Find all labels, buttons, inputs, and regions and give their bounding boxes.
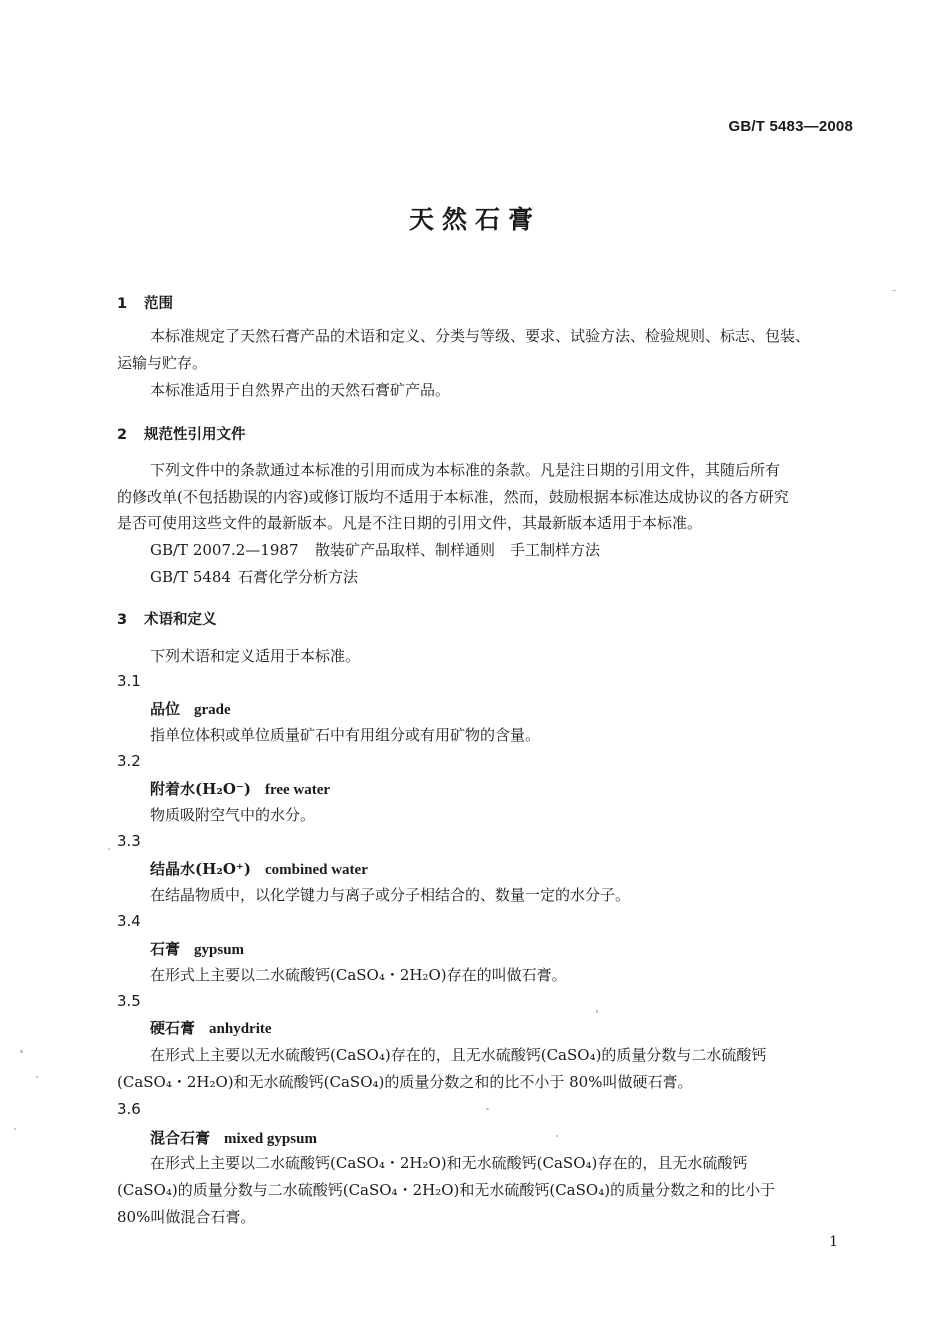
formula: H₂O⁺	[202, 860, 244, 878]
section-number: 1	[117, 296, 128, 312]
term-en: combined water	[264, 862, 368, 878]
section-3-heading	[117, 608, 217, 629]
term-heading: 结晶水(H₂O⁺) combined water	[150, 860, 368, 878]
term-heading	[150, 698, 231, 719]
term-cn: 附着水	[150, 780, 196, 798]
term-definition: 指单位体积或单位质量矿石中有用组分或有用矿物的含量。	[150, 726, 541, 744]
term-heading: 附着水(H₂O⁻) free water	[150, 780, 331, 798]
term-heading	[150, 1017, 272, 1038]
normative-reference	[150, 566, 358, 587]
section-1-heading	[117, 292, 173, 313]
term-cn: 混合石膏	[150, 1129, 211, 1147]
document-title: 天然石膏	[408, 205, 541, 234]
term-definition: (CaSO₄)的质量分数与二水硫酸钙(CaSO₄・2H₂O)和无水硫酸钙(CaSO₄)的质量分数之和的比小于	[117, 1181, 776, 1199]
formula: H₂O⁻	[202, 780, 244, 798]
clause-number: 3.4	[117, 912, 141, 930]
paragraph: 是否可使用这些文件的最新版本。凡是不注日期的引用文件，其最新版本适用于本标准。	[117, 514, 703, 532]
reference-code: GB/T 5484	[150, 568, 232, 586]
term-cn: 石膏	[150, 940, 181, 958]
normative-reference	[150, 539, 600, 560]
paragraph: 下列术语和定义适用于本标准。	[150, 647, 361, 665]
reference-title: 散装矿产品取样、制样通则 手工制样方法	[315, 541, 601, 559]
scan-speck	[20, 1050, 23, 1053]
clause-number: 3.3	[117, 832, 141, 850]
term-definition: 在结晶物质中，以化学键力与离子或分子相结合的、数量一定的水分子。	[150, 886, 631, 904]
scan-speck	[892, 290, 896, 291]
term-en: free water	[264, 782, 331, 798]
section-number: 3	[117, 612, 128, 628]
clause-number: 3.1	[117, 672, 141, 690]
term-cn: 品位	[150, 700, 181, 718]
term-definition: 在形式上主要以无水硫酸钙(CaSO₄)存在的，且无水硫酸钙(CaSO₄)的质量分数与二水硫酸钙	[150, 1046, 767, 1064]
term-definition: (CaSO₄・2H₂O)和无水硫酸钙(CaSO₄)的质量分数之和的比不小于 80%叫做硬石膏。	[117, 1073, 693, 1091]
paragraph: 的修改单(不包括勘误的内容)或修订版均不适用于本标准，然而，鼓励根据本标准达成协议的各方研究	[117, 488, 789, 506]
reference-title: 石膏化学分析方法	[238, 568, 359, 586]
clause-number: 3.2	[117, 752, 141, 770]
term-cn: 结晶水	[150, 860, 196, 878]
reference-code: GB/T 2007.2—1987	[150, 541, 299, 559]
term-en: mixed gypsum	[224, 1131, 317, 1147]
term-cn: 硬石膏	[150, 1019, 196, 1037]
page-number: 1	[829, 1234, 838, 1250]
scan-speck	[556, 1135, 558, 1137]
paragraph: 本标准规定了天然石膏产品的术语和定义、分类与等级、要求、试验方法、检验规则、标志、包装、	[150, 327, 811, 345]
scan-speck	[486, 1108, 489, 1110]
term-definition: 在形式上主要以二水硫酸钙(CaSO₄・2H₂O)存在的叫做石膏。	[150, 966, 567, 984]
scan-speck	[596, 1010, 598, 1013]
term-en: gypsum	[194, 942, 245, 958]
section-title: 术语和定义	[144, 612, 217, 628]
term-heading	[150, 1127, 317, 1148]
paragraph: 下列文件中的条款通过本标准的引用而成为本标准的条款。凡是注日期的引用文件，其随后所有	[150, 461, 781, 479]
scan-speck	[108, 848, 110, 850]
term-en: anhydrite	[209, 1021, 272, 1037]
paragraph: 本标准适用于自然界产出的天然石膏矿产品。	[150, 381, 451, 399]
term-definition: 80%叫做混合石膏。	[117, 1208, 256, 1226]
term-definition: 在形式上主要以二水硫酸钙(CaSO₄・2H₂O)和无水硫酸钙(CaSO₄)存在的，且无水硫酸钙	[150, 1154, 748, 1172]
paragraph: 运输与贮存。	[117, 354, 208, 372]
term-heading	[150, 938, 244, 959]
section-title: 规范性引用文件	[144, 427, 246, 443]
section-title: 范围	[144, 296, 173, 312]
clause-number: 3.5	[117, 992, 141, 1010]
section-number: 2	[117, 427, 128, 443]
scan-speck	[14, 1128, 16, 1130]
scan-speck	[36, 1076, 38, 1078]
clause-number: 3.6	[117, 1100, 141, 1118]
standard-code: GB/T 5483—2008	[728, 118, 853, 135]
term-en: grade	[194, 702, 231, 718]
section-2-heading	[117, 423, 246, 444]
term-definition: 物质吸附空气中的水分。	[150, 806, 316, 824]
